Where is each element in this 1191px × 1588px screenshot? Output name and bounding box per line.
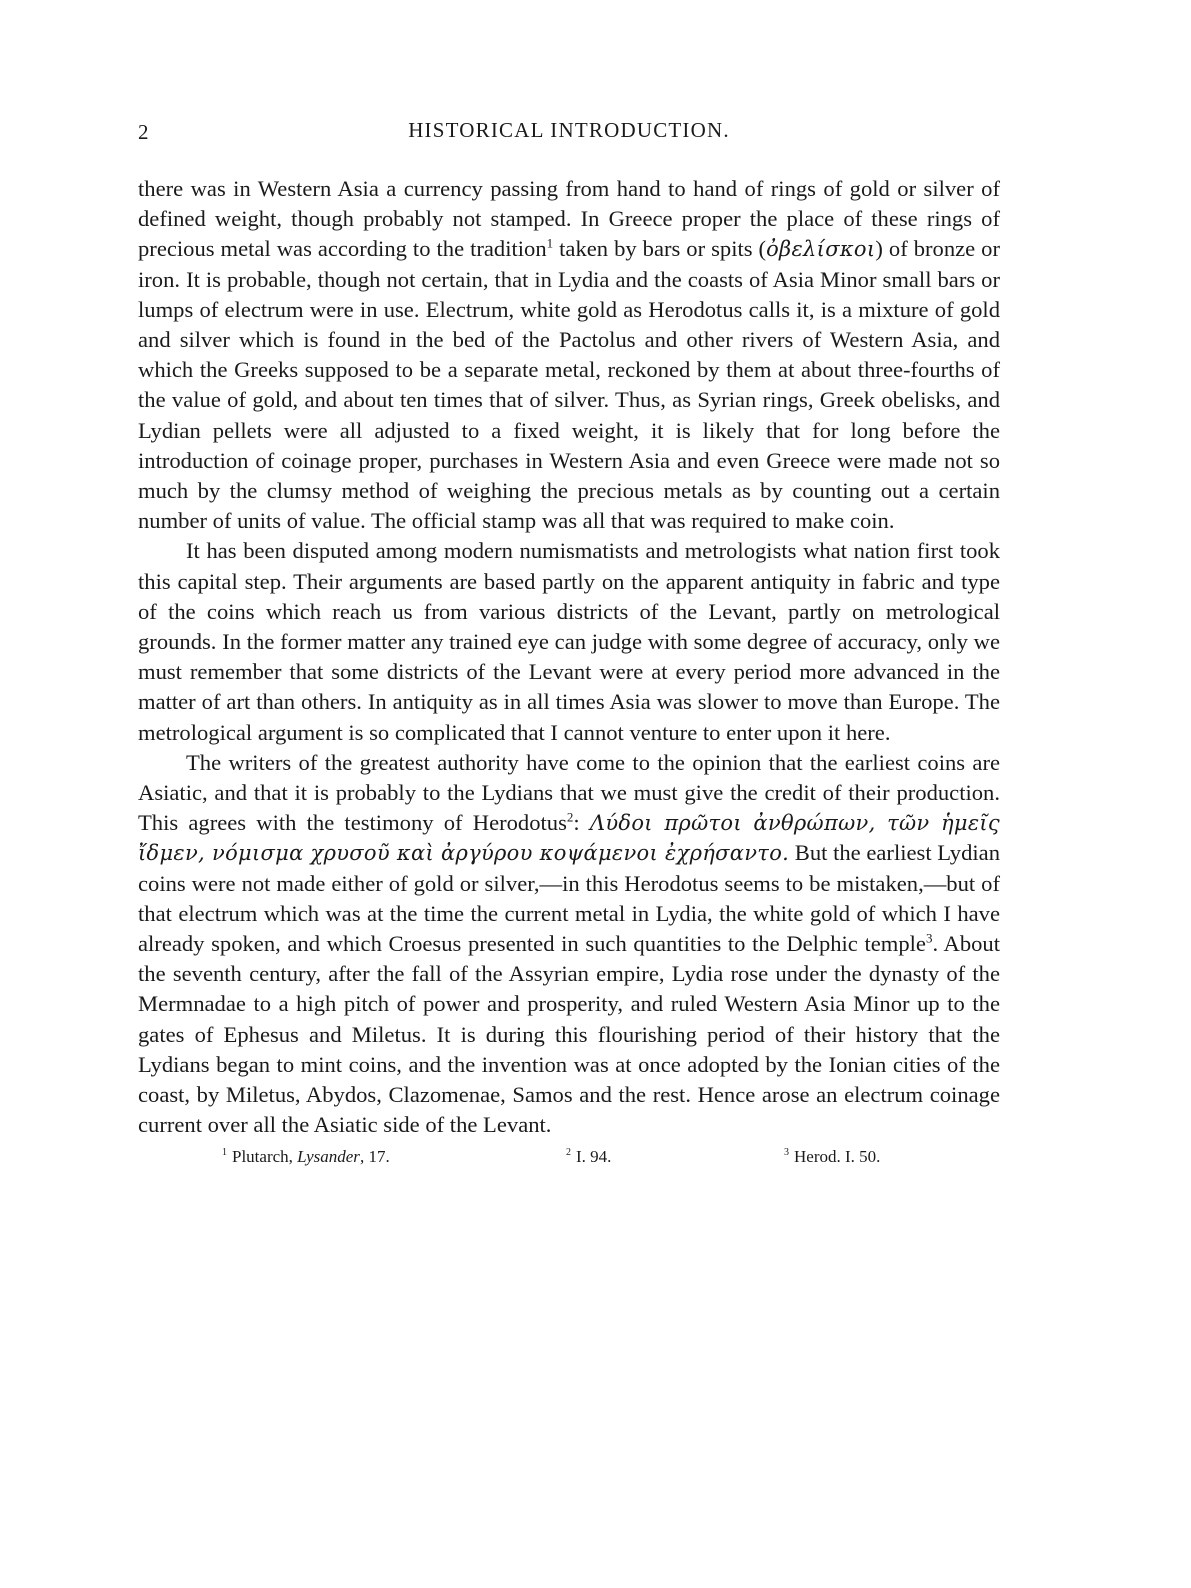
greek-word-obeliskoi: ὀβελίσκοι	[766, 237, 876, 262]
footnote-2-text: I. 94.	[576, 1146, 612, 1166]
greek-quotation-herodotus: Λύδοι πρῶτοι ἀνθρώπων, τῶν ἡμεῖς ἴδμεν, νόμισμα χρυσοῦ καὶ ἀργύρου κοψάμενοι ἐχρήσαντο.	[138, 811, 1000, 866]
footnote-ref-2: 2	[566, 809, 574, 825]
footnote-3-mark: 3	[784, 1146, 789, 1158]
footnote-1-text: Plutarch,	[232, 1146, 298, 1166]
footnote-1	[222, 1147, 390, 1167]
body-text	[138, 174, 1000, 1141]
paragraph-3-text-c: . About the seventh century, after the fall of the Assyrian empire, Lydia rose under the dynasty of the Mermnadae to a high pitch of power and prosperity, and ruled Western Asia Minor up to the gates of Ephesus and Miletus. It is during this flourishing period of their history that the Lydians began to mint coins, and the invention was at once adopted by the Ionian cities of the coast, by Miletus, Abydos, Clazomenae, Samos and the rest. Hence arose an electrum coinage current over all the Asiatic side of the Levant.	[138, 931, 1000, 1138]
page-header	[138, 118, 1000, 152]
running-title: HISTORICAL INTRODUCTION.	[408, 118, 730, 142]
paragraph-3	[138, 748, 1000, 1141]
paragraph-2	[138, 536, 1000, 747]
footnote-3-text: Herod. I. 50.	[794, 1146, 881, 1166]
paragraph-1	[138, 174, 1000, 536]
paragraph-1-text-c: ) of bronze or iron. It is probable, though not certain, that in Lydia and the coasts of Asia Minor small bars or lumps of electrum were in use. Electrum, white gold as Herodotus calls it, is a mixture of gold and silver which is found in the bed of the Pactolus and other rivers of Western Asia, and which the Greeks supposed to be a separate metal, reckoned by them at about three-fourths of the value of gold, and about ten times that of silver. Thus, as Syrian rings, Greek obelisks, and Lydian pellets were all adjusted to a fixed weight, it is likely that for long before the introduction of coinage proper, purchases in Western Asia and even Greece were made not so much by the clumsy method of weighing the precious metals as by counting out a certain number of units of value. The official stamp was all that was required to make coin.	[138, 236, 1001, 534]
page	[138, 118, 1000, 1177]
footnote-3	[784, 1147, 880, 1167]
footnote-1-title: Lysander	[297, 1146, 360, 1166]
paragraph-2-text: It has been disputed among modern numismatists and metrologists what nation first took this capital step. Their arguments are based partly on the apparent antiquity in fabric and type of the coins which reach us from various districts of the Levant, partly on metrological grounds. In the former matter any trained eye can judge with some degree of accuracy, only we must remember that some districts of the Levant were at every period more advanced in the matter of art than others. In antiquity as in all times Asia was slower to move than Europe. The metrological argument is so complicated that I cannot venture to enter upon it here.	[138, 538, 1000, 745]
paragraph-3-text-a: The writers of the greatest authority have come to the opinion that the earliest coins are Asiatic, and that it is probably to the Lydians that we must give the credit of their production. This agrees with the testimony of Herodotus	[138, 749, 1000, 836]
footnote-2-mark: 2	[566, 1146, 571, 1158]
paragraph-3-text-b: But the earliest Lydian coins were not made either of gold or silver,—in this Herodotus seems to be mistaken,—but of that electrum which was at the time the current metal in Lydia, the white gold of which I have already spoken, and which Croesus presented in such quantities to the Delphic temple	[138, 840, 1001, 957]
paragraph-1-text-b: taken by bars or spits (	[553, 236, 767, 262]
paragraph-3-colon: :	[573, 810, 590, 836]
footnote-ref-3: 3	[925, 930, 933, 946]
footnotes	[138, 1147, 1000, 1177]
footnote-ref-1: 1	[546, 235, 554, 251]
paragraph-1-text-a: there was in Western Asia a currency passing from hand to hand of rings of gold or silver of defined weight, though probably not stamped. In Greece proper the place of these rings of precious metal was according to the tradition	[138, 176, 1000, 262]
footnote-2	[566, 1147, 611, 1167]
page-number: 2	[138, 120, 149, 144]
footnote-1-rest: , 17.	[359, 1146, 390, 1166]
footnote-1-mark: 1	[222, 1146, 227, 1158]
